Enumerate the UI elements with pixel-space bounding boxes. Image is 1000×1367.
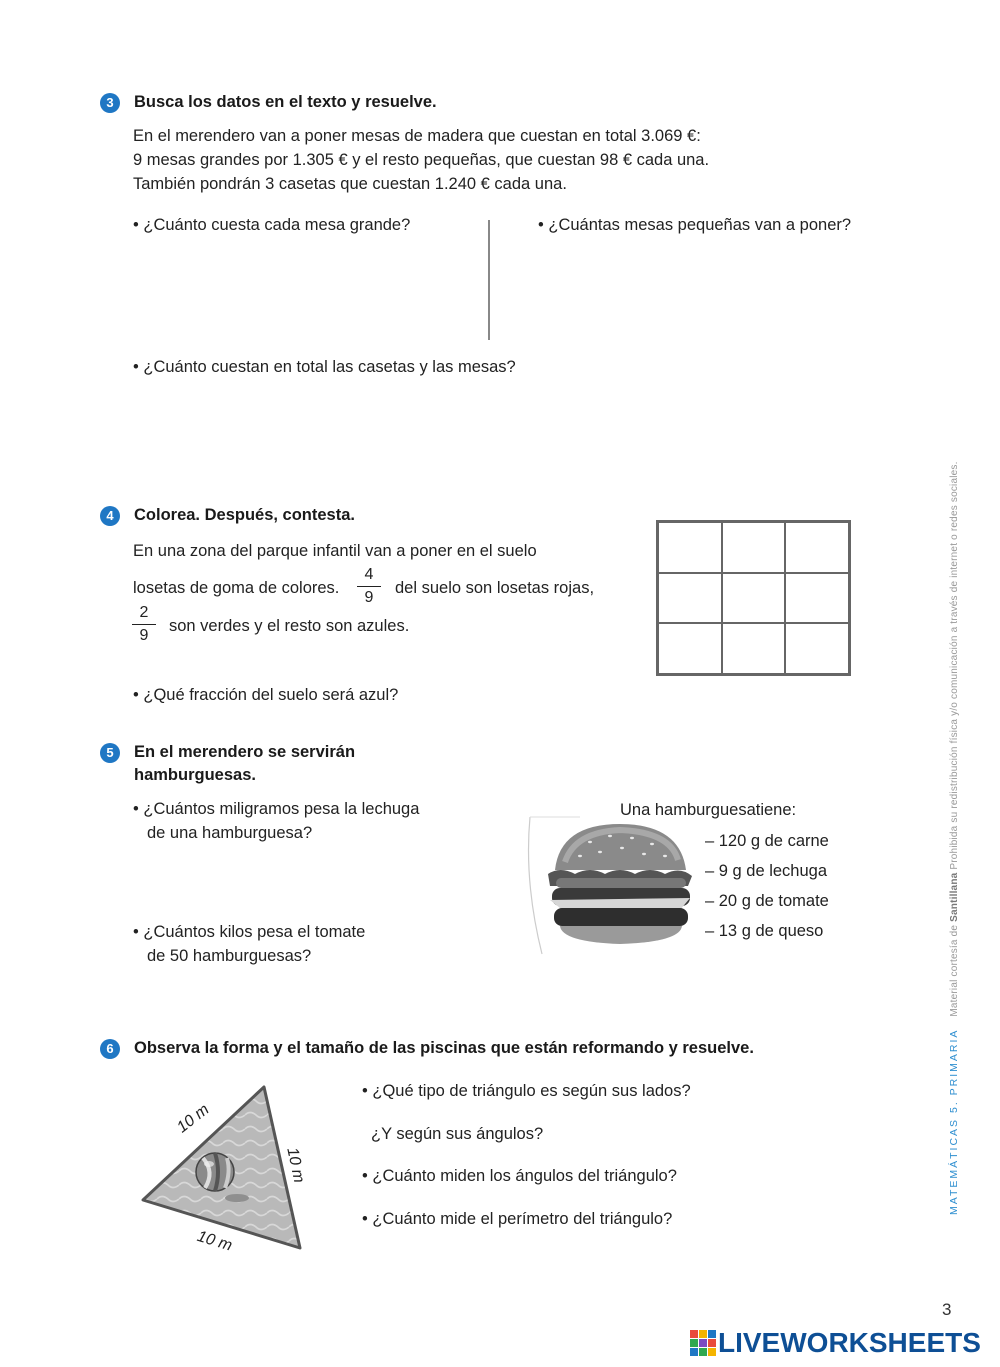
grid-cell[interactable] (785, 573, 849, 624)
section-4-text-line-1: En una zona del parque infantil van a poner en el suelo (133, 542, 537, 560)
floor-grid (656, 520, 851, 676)
section-6-number: 6 (100, 1039, 120, 1059)
section-3-title: Busca los datos en el texto y resuelve. (134, 93, 437, 111)
section-6-question-1: • ¿Qué tipo de triángulo es según sus lados? (362, 1082, 691, 1100)
liveworksheets-logo-text[interactable]: LIVEWORKSHEETS (718, 1327, 981, 1358)
section-5-number: 5 (100, 743, 120, 763)
fraction-four-ninths (357, 565, 381, 608)
liveworksheets-logo-icon (690, 1330, 716, 1356)
section-4-question: • ¿Qué fracción del suelo será azul? (133, 686, 399, 704)
section-3-text-line-3: También pondrán 3 casetas que cuestan 1.240 € cada una. (133, 175, 567, 193)
section-3-text-line-2: 9 mesas grandes por 1.305 € y el resto pequeñas, que cuestan 98 € cada una. (133, 151, 710, 169)
section-5-title-line-2: hamburguesas. (134, 766, 256, 784)
hamburger-info-title: Una hamburguesatiene: (620, 801, 797, 819)
fraction-2-bar (132, 624, 156, 625)
grid-cell[interactable] (658, 522, 722, 573)
ingredient-item: – 120 g de carne (705, 832, 829, 850)
grid-cell[interactable] (722, 573, 786, 624)
section-5-title-line-1: En el merendero se servirán (134, 743, 356, 761)
grid-cell[interactable] (785, 522, 849, 573)
section-4-title: Colorea. Después, contesta. (134, 506, 355, 524)
side-label-bottom: 10 m (195, 1228, 235, 1255)
section-3-question-2: • ¿Cuántas mesas pequeñas van a poner? (538, 216, 852, 234)
fraction-two-ninths (132, 603, 156, 646)
grid-cell[interactable] (658, 573, 722, 624)
section-6-question-2: • ¿Cuánto miden los ángulos del triángulo? (362, 1167, 677, 1185)
section-6-title: Observa la forma y el tamaño de las piscinas que están reformando y resuelve. (134, 1039, 754, 1057)
side-label-left: 10 m (174, 1101, 213, 1137)
notice-prefix: Material cortesía de (949, 924, 960, 1017)
column-divider (488, 220, 490, 340)
fraction-1-numerator: 4 (364, 566, 374, 583)
notice-suffix: Prohibida su redistribución física y/o comunicación a través de internet o redes sociales. (949, 461, 960, 870)
section-3-text-line-1: En el merendero van a poner mesas de madera que cuestan en total 3.069 €: (133, 127, 701, 145)
grid-cell[interactable] (722, 623, 786, 674)
fraction-1-denominator: 9 (364, 589, 374, 606)
sidebar-copyright (948, 461, 960, 1215)
section-4-text-line-2b: del suelo son losetas rojas, (395, 579, 595, 597)
ingredient-item: – 20 g de tomate (705, 892, 829, 910)
side-label-right: 10 m (283, 1146, 308, 1185)
section-5-question-2-line-2: de 50 hamburguesas? (147, 947, 312, 965)
section-4-text-line-2a: losetas de goma de colores. (133, 579, 340, 597)
section-5-question-1-line-2: de una hamburguesa? (147, 824, 313, 842)
page-number: 3 (942, 1300, 952, 1319)
ingredient-item: – 13 g de queso (705, 922, 824, 940)
hamburger-image (520, 812, 700, 957)
section-4-number: 4 (100, 506, 120, 526)
section-3-question-1: • ¿Cuánto cuesta cada mesa grande? (133, 216, 411, 234)
section-3-number: 3 (100, 93, 120, 113)
ingredient-item: – 9 g de lechuga (705, 862, 828, 880)
section-5-question-2-line-1: • ¿Cuántos kilos pesa el tomate (133, 923, 366, 941)
section-6-question-3: • ¿Cuánto mide el perímetro del triángulo? (362, 1210, 673, 1228)
fraction-1-bar (357, 586, 381, 587)
publisher-name: Santillana (949, 872, 960, 922)
section-5-question-1-line-1: • ¿Cuántos miligramos pesa la lechuga (133, 800, 420, 818)
section-6-question-1b: ¿Y según sus ángulos? (371, 1125, 544, 1143)
fraction-2-numerator: 2 (139, 604, 149, 621)
grid-cell[interactable] (658, 623, 722, 674)
grid-cell[interactable] (785, 623, 849, 674)
series-label: MATEMÁTICAS 5. PRIMARIA (948, 1028, 960, 1215)
fraction-2-denominator: 9 (139, 627, 149, 644)
section-3-question-3: • ¿Cuánto cuestan en total las casetas y las mesas? (133, 358, 516, 376)
grid-cell[interactable] (722, 522, 786, 573)
section-4-text-line-3: son verdes y el resto son azules. (169, 617, 410, 635)
